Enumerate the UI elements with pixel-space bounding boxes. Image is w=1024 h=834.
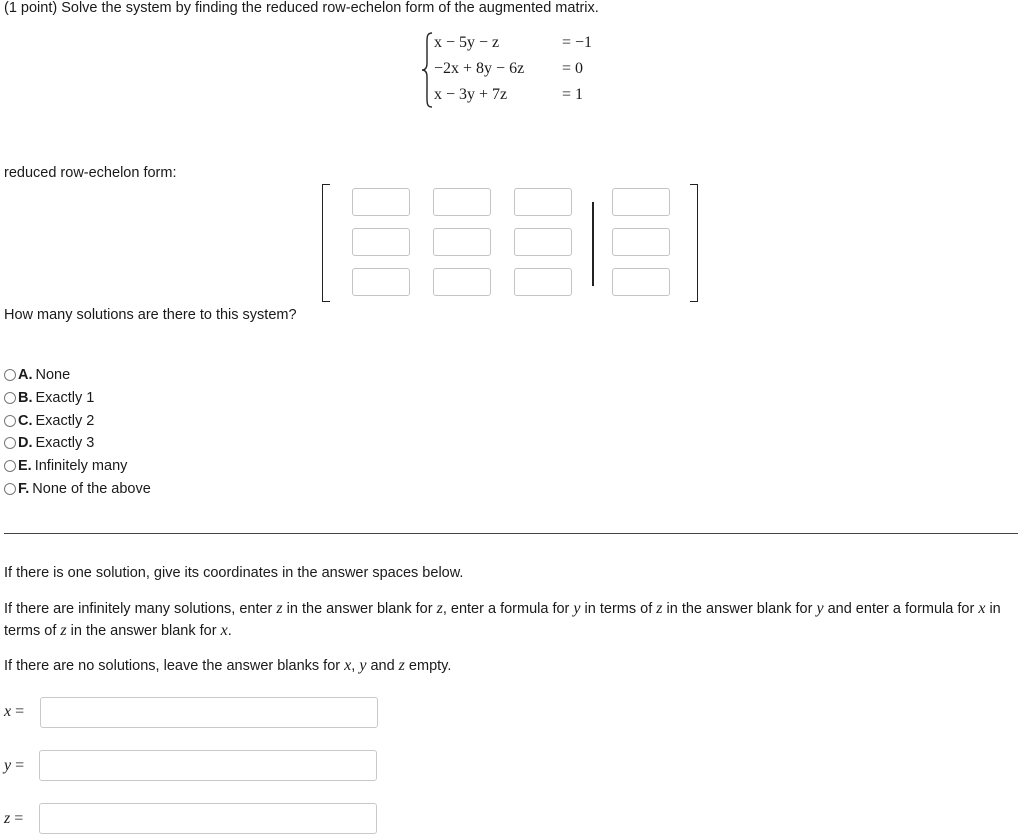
matrix-cell-1-2[interactable] bbox=[433, 188, 491, 216]
equation-2-lhs: −2x + 8y − 6z bbox=[434, 60, 525, 77]
answer-z-var: z bbox=[4, 810, 11, 827]
choice-d-text: Exactly 3 bbox=[35, 435, 95, 452]
equation-3-lhs: x − 3y + 7z bbox=[434, 86, 508, 103]
answer-x-label bbox=[4, 703, 24, 721]
equation-1-lhs: x − 5y − z bbox=[434, 34, 500, 51]
matrix-cell-1-4[interactable] bbox=[612, 188, 670, 216]
choice-c-text: Exactly 2 bbox=[35, 412, 95, 429]
augment-divider bbox=[592, 202, 594, 286]
var-z-1: z bbox=[276, 600, 283, 617]
matrix-cell-2-4[interactable] bbox=[612, 228, 670, 256]
solution-count-question: How many solutions are there to this system? bbox=[4, 307, 297, 323]
choice-b[interactable] bbox=[4, 387, 151, 410]
answer-x-input[interactable] bbox=[40, 697, 378, 728]
var-y-2: y bbox=[816, 600, 824, 617]
var-y-1: y bbox=[573, 600, 581, 617]
infinite-text-i: . bbox=[227, 623, 232, 639]
choice-c[interactable] bbox=[4, 409, 151, 432]
matrix-cell-2-2[interactable] bbox=[433, 228, 491, 256]
var-y-3: y bbox=[359, 657, 367, 674]
radio-b[interactable] bbox=[4, 392, 16, 404]
answer-x-eq: = bbox=[11, 703, 25, 720]
radio-a[interactable] bbox=[4, 369, 16, 381]
infinite-text-f: and enter a formula for bbox=[823, 601, 979, 617]
infinite-text-h: in the answer blank for bbox=[66, 623, 221, 639]
choice-list bbox=[4, 364, 151, 500]
choice-e-letter: E. bbox=[18, 458, 32, 475]
infinite-text-b: in the answer blank for bbox=[282, 601, 437, 617]
choice-f-text: None of the above bbox=[32, 480, 151, 497]
radio-c[interactable] bbox=[4, 415, 16, 427]
instruction-infinite-solutions bbox=[4, 598, 1016, 642]
augmented-matrix bbox=[322, 184, 698, 304]
radio-d[interactable] bbox=[4, 437, 16, 449]
matrix-right-bracket bbox=[690, 184, 698, 302]
matrix-cell-3-1[interactable] bbox=[352, 268, 410, 296]
choice-f[interactable] bbox=[4, 477, 151, 500]
equation-2-rhs: = 0 bbox=[562, 60, 584, 77]
var-z-3: z bbox=[656, 600, 663, 617]
none-text-d: empty. bbox=[404, 658, 452, 674]
instruction-one-solution: If there is one solution, give its coordinates in the answer spaces below. bbox=[4, 565, 464, 581]
answer-y-label bbox=[4, 757, 24, 775]
choice-c-letter: C. bbox=[18, 412, 33, 429]
matrix-cell-3-4[interactable] bbox=[612, 268, 670, 296]
answer-x-var: x bbox=[4, 703, 12, 720]
choice-d-letter: D. bbox=[18, 435, 33, 452]
equation-1-rhs: = −1 bbox=[562, 34, 593, 51]
matrix-cell-3-3[interactable] bbox=[514, 268, 572, 296]
choice-e[interactable] bbox=[4, 455, 151, 478]
equation-3-rhs: = 1 bbox=[562, 86, 584, 103]
choice-b-letter: B. bbox=[18, 390, 33, 407]
var-z-2: z bbox=[436, 600, 443, 617]
var-x-3: x bbox=[344, 657, 352, 674]
matrix-cell-2-1[interactable] bbox=[352, 228, 410, 256]
choice-a-letter: A. bbox=[18, 367, 33, 384]
none-text-c: and bbox=[366, 658, 399, 674]
var-z-4: z bbox=[60, 622, 67, 639]
var-x-2: x bbox=[220, 622, 228, 639]
none-text-b: , bbox=[351, 658, 360, 674]
rref-label: reduced row-echelon form: bbox=[4, 165, 177, 181]
matrix-cell-3-2[interactable] bbox=[433, 268, 491, 296]
matrix-cell-1-3[interactable] bbox=[514, 188, 572, 216]
infinite-text-g: in terms of bbox=[4, 601, 1001, 639]
left-brace bbox=[420, 30, 434, 110]
problem-prompt: (1 point) Solve the system by finding the reduced row-echelon form of the augmented matrix. bbox=[4, 0, 599, 16]
choice-f-letter: F. bbox=[18, 480, 30, 497]
matrix-left-bracket bbox=[322, 184, 330, 302]
instruction-no-solutions bbox=[4, 655, 1016, 677]
none-text-a: If there are no solutions, leave the answer blanks for bbox=[4, 658, 345, 674]
matrix-cell-2-3[interactable] bbox=[514, 228, 572, 256]
section-divider bbox=[4, 533, 1018, 534]
var-z-5: z bbox=[398, 657, 405, 674]
infinite-text-a: If there are infinitely many solutions, enter bbox=[4, 601, 277, 617]
answer-z-eq: = bbox=[10, 810, 24, 827]
choice-a[interactable] bbox=[4, 364, 151, 387]
answer-y-input[interactable] bbox=[39, 750, 377, 781]
infinite-text-d: in terms of bbox=[580, 601, 657, 617]
infinite-text-e: in the answer blank for bbox=[662, 601, 817, 617]
choice-b-text: Exactly 1 bbox=[35, 390, 95, 407]
choice-a-text: None bbox=[35, 367, 71, 384]
answer-y-eq: = bbox=[11, 757, 25, 774]
equation-system bbox=[420, 30, 620, 110]
choice-d[interactable] bbox=[4, 432, 151, 455]
var-x-1: x bbox=[978, 600, 986, 617]
answer-y-var: y bbox=[4, 757, 12, 774]
matrix-cell-1-1[interactable] bbox=[352, 188, 410, 216]
infinite-text-c: , enter a formula for bbox=[442, 601, 574, 617]
answer-z-input[interactable] bbox=[39, 803, 377, 834]
choice-e-text: Infinitely many bbox=[34, 458, 128, 475]
answer-z-label bbox=[4, 810, 23, 828]
radio-e[interactable] bbox=[4, 460, 16, 472]
radio-f[interactable] bbox=[4, 483, 16, 495]
